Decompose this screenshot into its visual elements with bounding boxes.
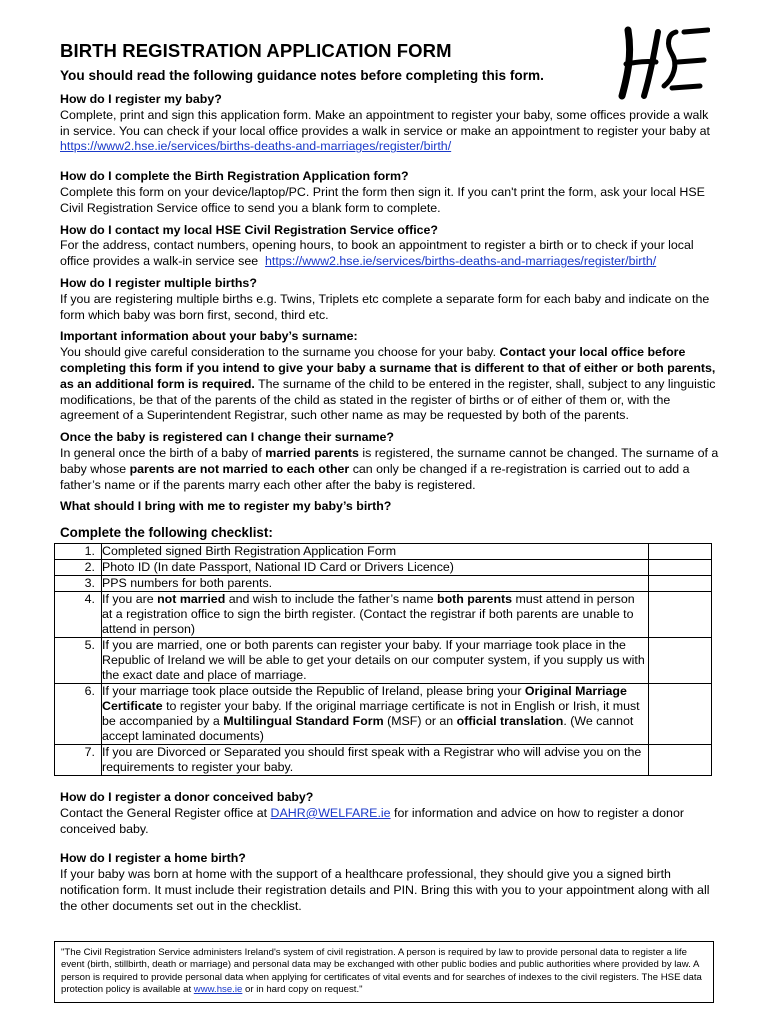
question-change-surname: Once the baby is registered can I change their surname? [60, 430, 394, 445]
checklist-text: Completed signed Birth Registration Application Form [102, 543, 649, 559]
checklist-number: 2. [55, 559, 102, 575]
checklist-tick-box[interactable] [649, 559, 712, 575]
checklist-row [55, 683, 712, 744]
checklist-tick-box[interactable] [649, 543, 712, 559]
checklist-text: Photo ID (In date Passport, National ID Card or Drivers Licence) [102, 559, 649, 575]
page-subtitle: You should read the following guidance notes before completing this form. [60, 68, 544, 83]
checklist-text: If you are married, one or both parents can register your baby. If your marriage took place in the Republic of Ireland we will be able to get your details on our computer system, if you supply us with the exact date and place of marriage. [102, 637, 649, 683]
data-protection-notice: "The Civil Registration Service administers Ireland's system of civil registration. A person is required by law to provide personal data to register a life event (birth, stillbirth, death or marriage) and personal data may be exchanged with other public bodies and public authorities where provided by law. A person is required to provide personal data when applying for certificates of vital events and for searches of indexes to the civil registers. The HSE data protection policy is available at www.hse.ie or in hard copy on request." [54, 941, 714, 1003]
hse-logo [614, 24, 710, 100]
donor-email-link[interactable]: DAHR@WELFARE.ie [270, 805, 391, 820]
question-surname: Important information about your baby’s surname: [60, 329, 358, 344]
checklist-row [55, 575, 712, 591]
answer-contact: For the address, contact numbers, opening hours, to book an appointment to register a birth or to check if your local office provides a walk-in service see https://www2.hse.ie/services/births-deaths-and-marriages/register/birth/ [60, 238, 694, 269]
answer-surname: You should give careful consideration to the surname you choose for your baby. Contact your local office before completing this form if you intend to give your baby a surname that is different to that of either or both parents, as an additional form is required. The surname of the child to be entered in the register, shall, subject to any linguistic modifications, be that of the parents of the child as stated in the register of births or of either of them or, with the agreement of a Superintendent Registrar, such other name as may be requested by both of the parents. [60, 345, 716, 423]
checklist-number: 5. [55, 637, 102, 683]
checklist-tick-box[interactable] [649, 744, 712, 775]
question-register: How do I register my baby? [60, 92, 222, 106]
checklist-number: 3. [55, 575, 102, 591]
question-donor: How do I register a donor conceived baby? [60, 789, 314, 804]
contact-office-link[interactable]: https://www2.hse.ie/services/births-deaths-and-marriages/register/birth/ [265, 254, 657, 269]
checklist-row [55, 543, 712, 559]
register-birth-link[interactable]: https://www2.hse.ie/services/births-deaths-and-marriages/register/birth/ [60, 139, 452, 154]
hse-website-link[interactable]: www.hse.ie [193, 983, 243, 995]
checklist-text: If your marriage took place outside the Republic of Ireland, please bring your Original Marriage Certificate to register your baby. If the original marriage certificate is not in English or Irish, it must be accompanied by a Multilingual Standard Form (MSF) or an official translation. (We cannot accept laminated documents) [102, 683, 649, 744]
checklist-tick-box[interactable] [649, 591, 712, 637]
checklist-tick-box[interactable] [649, 637, 712, 683]
checklist-text: PPS numbers for both parents. [102, 575, 649, 591]
question-multiple: How do I register multiple births? [60, 275, 257, 290]
question-complete: How do I complete the Birth Registration Application form? [60, 169, 409, 184]
checklist-tick-box[interactable] [649, 683, 712, 744]
checklist-text: If you are Divorced or Separated you should first speak with a Registrar who will advise you on the requirements to register your baby. [102, 744, 649, 775]
answer-home-birth: If your baby was born at home with the support of a healthcare professional, they should give you a signed birth notification form. It must include their registration details and PIN. Bring this with you to your appointment along with all the other documents set out in the checklist. [60, 867, 710, 913]
checklist-text: If you are not married and wish to include the father’s name both parents must attend in person at a registration office to sign the birth register. (Contact the registrar if both parents are unable to attend in person) [102, 591, 649, 637]
checklist-number: 1. [55, 543, 102, 559]
question-contact: How do I contact my local HSE Civil Registration Service office? [60, 222, 439, 237]
answer-change-surname: In general once the birth of a baby of married parents is registered, the surname cannot be changed. The surname of a baby whose parents are not married to each other can only be changed if a re-registration is carried out to add a father’s name or if the parents marry each other after the baby is registered. [60, 445, 719, 492]
answer-register: Complete, print and sign this application form. Make an appointment to register your baby, some offices provide a walk in service. You can check if your local office provides a walk in service or make an appointment to register your baby at https://www2.hse.ie/services/births-deaths-and-marriages/register/birth/ [60, 107, 710, 154]
checklist-row [55, 591, 712, 637]
checklist-row [55, 744, 712, 775]
question-bring: What should I bring with me to register my baby’s birth? [60, 499, 392, 514]
answer-multiple: If you are registering multiple births e.g. Twins, Triplets etc complete a separate form for each baby and indicate on the form which baby was born first, second, third etc. [60, 291, 710, 322]
guidance-notes [60, 92, 720, 915]
answer-complete: Complete this form on your device/laptop/PC. Print the form then sign it. If you can't print the form, ask your local HSE Civil Registration Service office to send you a blank form to complete. [60, 184, 705, 215]
checklist-number: 6. [55, 683, 102, 744]
checklist-number: 4. [55, 591, 102, 637]
checklist-table [54, 543, 712, 776]
checklist-tick-box[interactable] [649, 575, 712, 591]
checklist-row [55, 637, 712, 683]
page-title: BIRTH REGISTRATION APPLICATION FORM [60, 40, 452, 61]
checklist-heading: Complete the following checklist: [60, 525, 273, 541]
answer-donor: Contact the General Register office at DAHR@WELFARE.ie for information and advice on how to register a donor conceived baby. [60, 805, 684, 836]
question-home-birth: How do I register a home birth? [60, 851, 246, 866]
checklist-row [55, 559, 712, 575]
checklist-number: 7. [55, 744, 102, 775]
